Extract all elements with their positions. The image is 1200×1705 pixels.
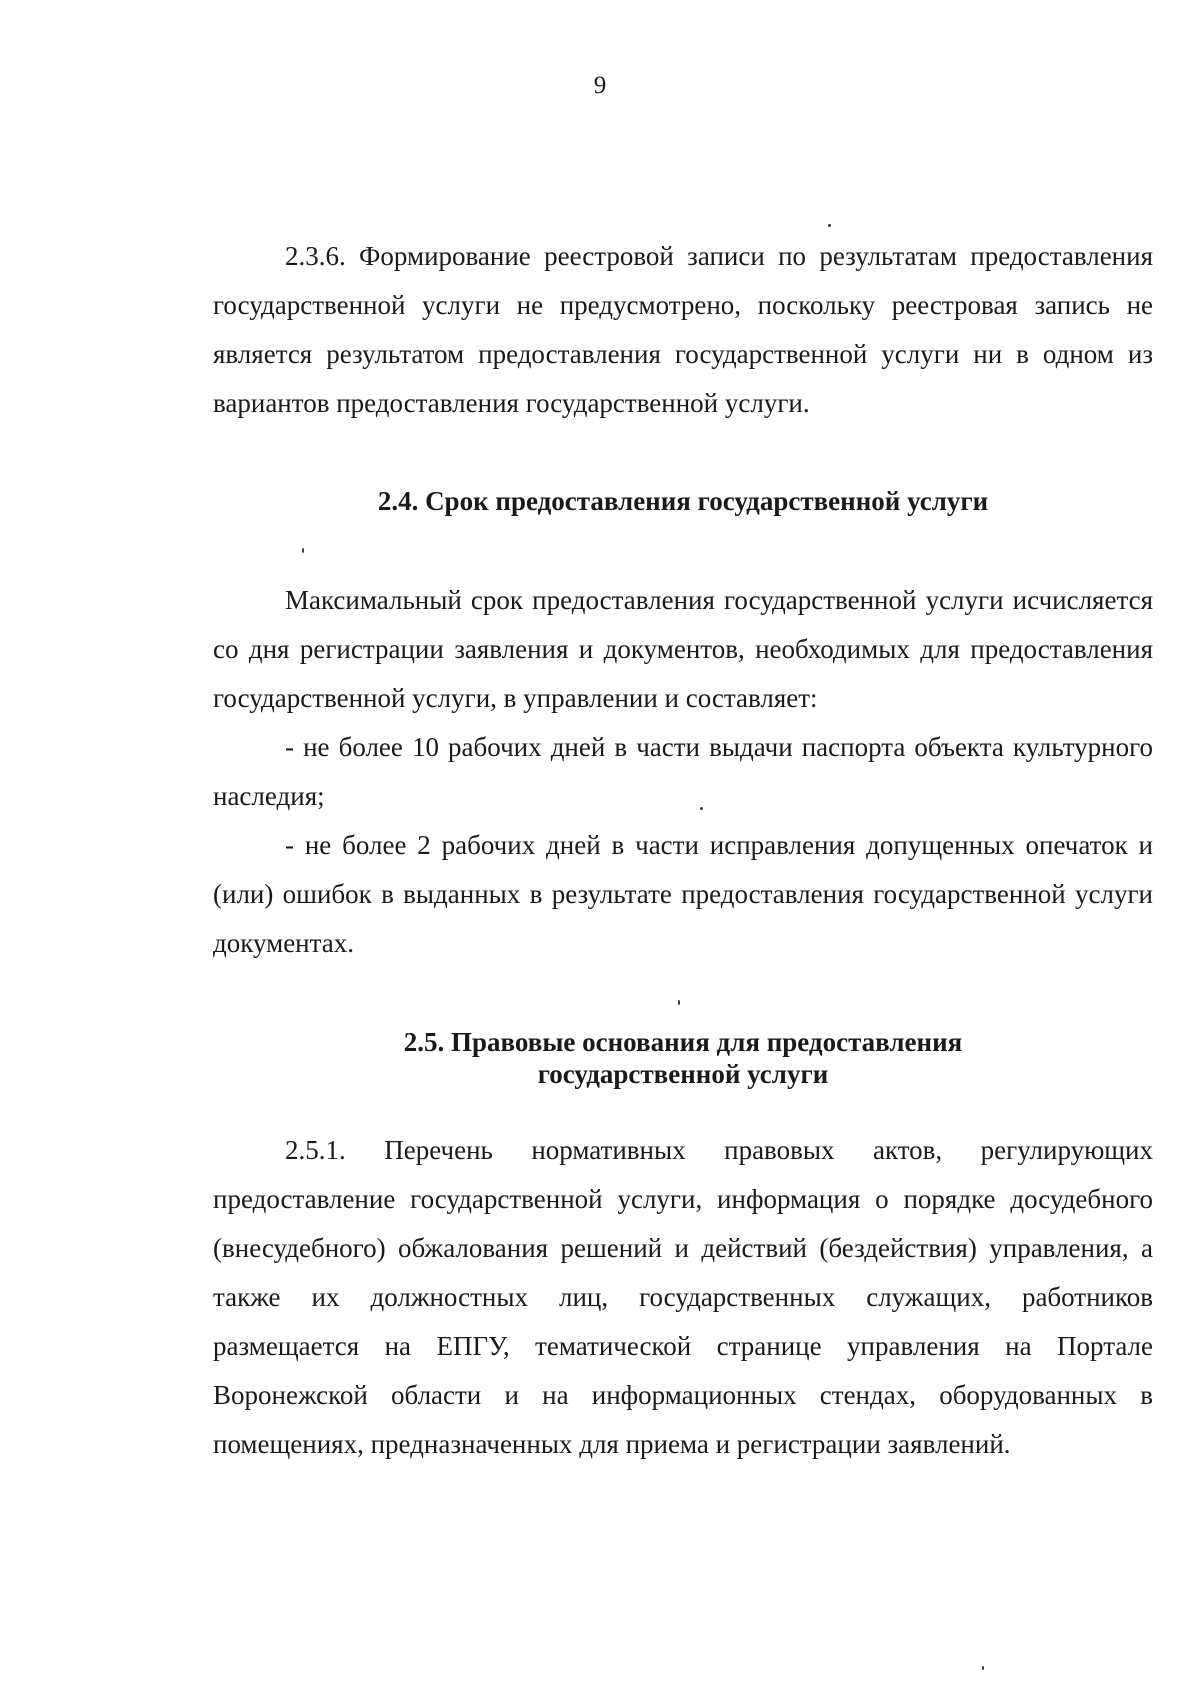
heading-line-1: 2.5. Правовые основания для предоставления bbox=[403, 1027, 963, 1057]
paragraph-max-term: Максимальный срок предоставления государственной услуги исчисляется со дня регистрации заявления и документов, необходимых для предоставления государственной услуги, в управлении и составляет: bbox=[213, 585, 1153, 713]
scan-speck bbox=[982, 1666, 984, 1670]
paragraph-text: 2.3.6. Формирование реестровой записи по результатам предоставления государственной услуги не предусмотрено, поскольку реестровая запись не является результатом предоставления государственной услуги ни в одном из вариантов предоставления государственной услуги. bbox=[213, 241, 1153, 418]
paragraph-2-5-1 bbox=[213, 1126, 1153, 1469]
scan-speck bbox=[302, 548, 304, 553]
scan-speck bbox=[678, 1000, 680, 1005]
section-heading-2-5 bbox=[213, 1026, 1153, 1090]
heading-text: 2.4. Срок предоставления государственной услуги bbox=[377, 486, 989, 516]
section-2-4-body bbox=[213, 576, 1153, 968]
paragraph-text: 2.5.1. Перечень нормативных правовых актов, регулирующих предоставление государственной услуги, информация о порядке досудебного (внесудебного) обжалования решений и действий (бездействия) управления, а также их должностных лиц, государственных служащих, работников размещается на ЕПГУ, тематической странице управления на Портале Воронежской области и на информационных стендах, оборудованных в помещениях, предназначенных для приема и регистрации заявлений. bbox=[213, 1135, 1153, 1459]
list-item-corrections: - не более 2 рабочих дней в части исправления допущенных опечаток и (или) ошибок в выданных в результате предоставления государственной услуги документах. bbox=[213, 830, 1153, 958]
section-heading-2-4 bbox=[213, 485, 1153, 517]
paragraph-2-3-6 bbox=[213, 232, 1153, 428]
page-number: 9 bbox=[593, 72, 607, 99]
scan-speck bbox=[828, 224, 831, 227]
list-item-passport: - не более 10 рабочих дней в части выдачи паспорта объекта культурного наследия; bbox=[213, 732, 1153, 811]
heading-line-2: государственной услуги bbox=[537, 1059, 829, 1089]
